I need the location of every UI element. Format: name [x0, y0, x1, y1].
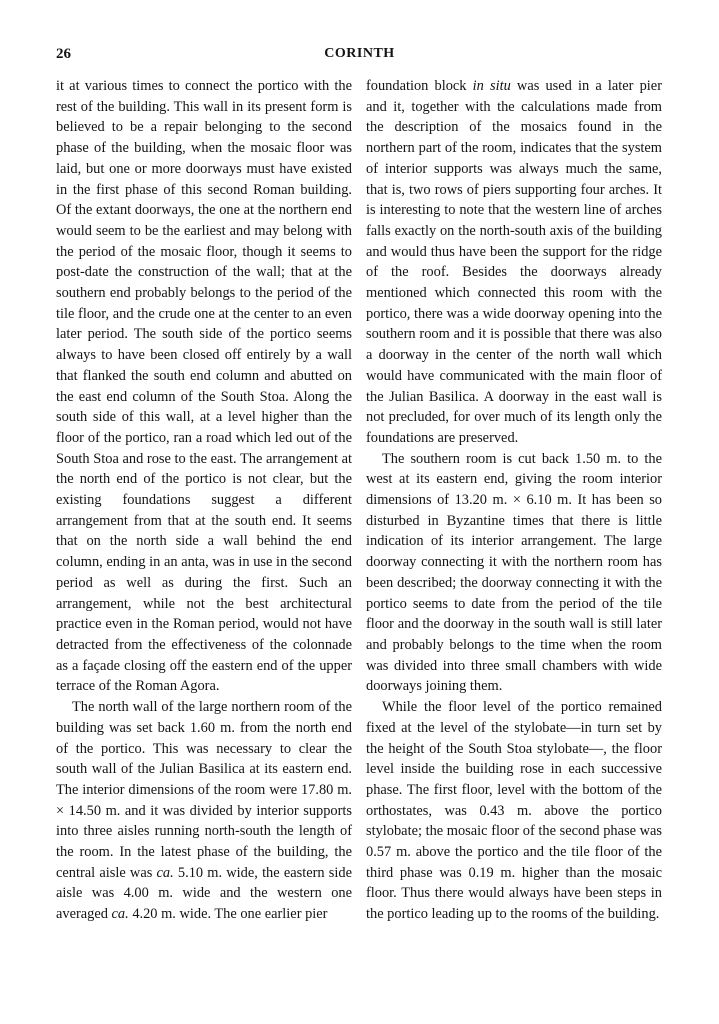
italic-term: ca.	[156, 864, 174, 881]
text-run: 5.10 m. wide, the eastern side aisle was 4.00 m. wide and the western one averaged	[56, 864, 352, 923]
italic-term: ca.	[111, 906, 129, 923]
text-run: was used in a later pier and it, together with the calculations made from the description of the mosaics found in the northern part of the room, indicates that the system of interior supports was always much the same, that is, two rows of piers supporting four arches. It is interesting to note that the western line of arches falls exactly on the north-south axis of the building and would thus have been the support for the ridge of the roof. Besides the doorways already mentioned which connected this room with the portico, there was a wide doorway opening into the southern room and it is possible that there was also a doorway in the center of the north wall which would have communicated with the main floor of the Julian Basilica. A doorway in the east wall is not precluded, for over much of its length only the foundations are preserved.	[366, 78, 662, 446]
page-number: 26	[56, 46, 71, 62]
running-title: CORINTH	[324, 46, 395, 61]
left-column	[56, 76, 352, 925]
right-column	[366, 76, 662, 925]
right-paragraph-2: The southern room is cut back 1.50 m. to the west at its eastern end, giving the room interior dimensions of 13.20 m. × 6.10 m. It has been so disturbed in Byzantine times that there is little indication of its interior arrangement. The large doorway connecting it with the northern room has been described; the doorway connecting it with the portico seems to date from the period of the tile floor and the doorway in the south wall is still later and probably belongs to the time when the room was divided into three small chambers with wide doorways joining them.	[366, 450, 662, 695]
right-paragraph-1	[366, 76, 662, 449]
page-header	[56, 46, 663, 66]
left-paragraph-2	[56, 697, 352, 925]
text-run: The north wall of the large northern room of the building was set back 1.60 m. from the north end of the portico. This was necessary to clear the south wall of the Julian Basilica at its eastern end. The interior dimensions of the room were 17.80 m. × 14.50 m. and it was divided by interior supports into three aisles running north-south the length of the room. In the latest phase of the building, the central aisle was	[56, 699, 352, 881]
text-run: 4.20 m. wide. The one earlier pier	[128, 906, 328, 923]
right-paragraph-3: While the floor level of the portico remained fixed at the level of the stylobate—in turn set by the height of the South Stoa stylobate—, the floor level inside the building rose in each successive phase. The first floor, level with the bottom of the orthostates, was 0.43 m. above the portico stylobate; the mosaic floor of the second phase was 0.57 m. above the portico and the tile floor of the third phase was 0.19 m. higher than the mosaic floor. Thus there would always have been steps in the portico leading up to the rooms of the building.	[366, 699, 662, 923]
text-run: foundation block	[366, 78, 473, 94]
italic-term: in situ	[472, 78, 511, 94]
left-paragraph-1: it at various times to connect the portico with the rest of the building. This wall in its present form is believed to be a repair belonging to the second phase of the building, when the mosaic floor was laid, but one or more doorways must have existed in the first phase of this second Roman building. Of the extant doorways, the one at the northern end would seem to be the earliest and may belong with the period of the mosaic floor, though it seems to post-date the construction of the wall; that at the southern end probably belongs to the period of the tile floor, and the crude one at the center to an even later period. The south side of the portico seems always to have been closed off entirely by a wall that flanked the south end column and abutted on the east end column of the South Stoa. Along the south side of this wall, at a level higher than the floor of the portico, ran a road which led out of the South Stoa and rose to the east. The arrangement at the north end of the portico is not clear, but the existing foundations suggest a different arrangement from that at the south end. It seems that on the north side a wall behind the end column, ending in an anta, was in use in the second period as well as during the first. Such an arrangement, while not the best architectural practice even in the Roman period, would not have detracted from the effectiveness of the colonnade as a façade closing off the eastern end of the upper terrace of the Roman Agora.	[56, 78, 352, 695]
